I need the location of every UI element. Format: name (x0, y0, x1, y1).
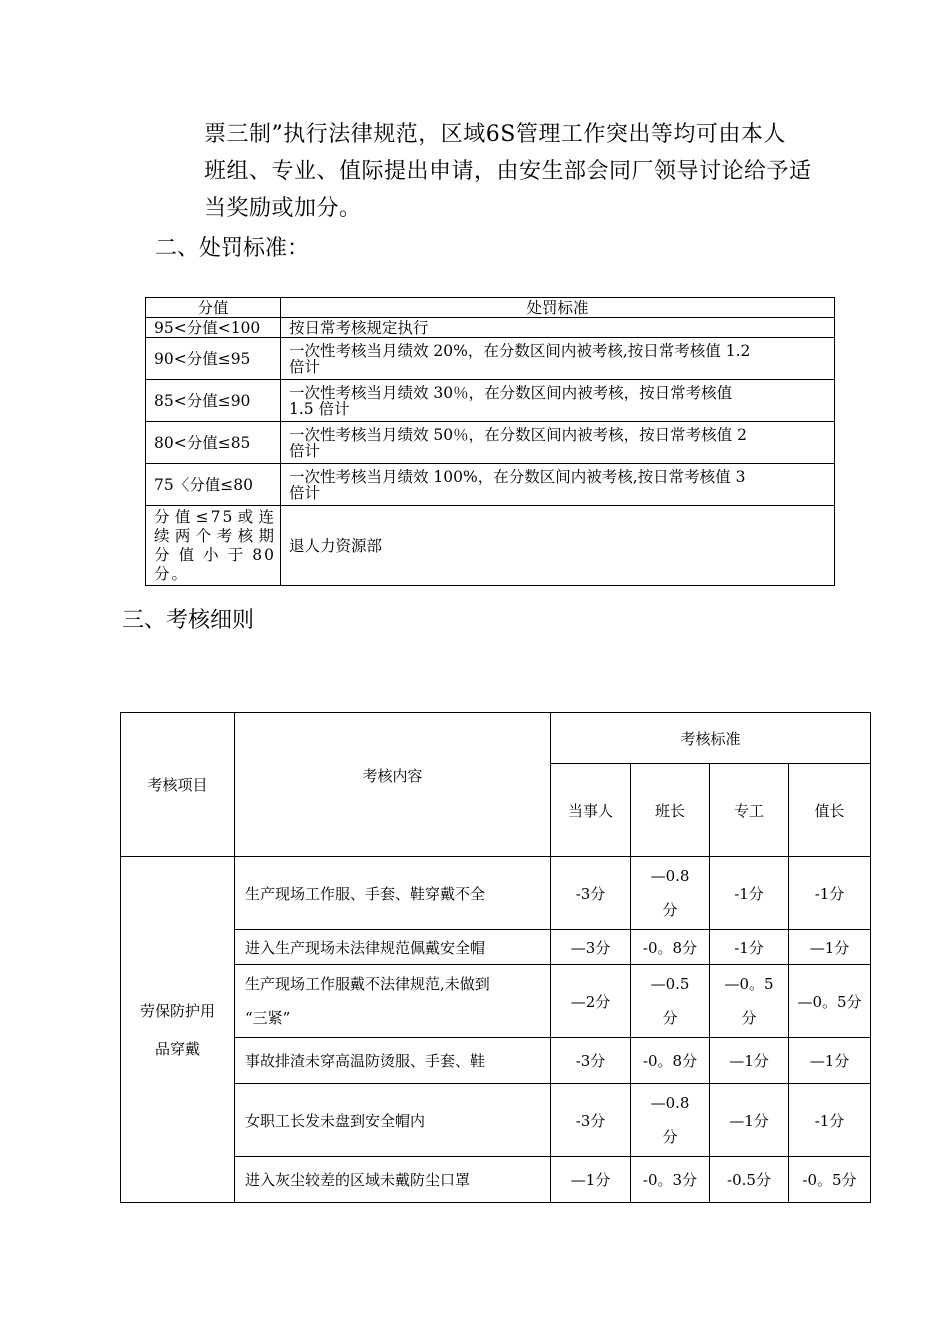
content-cell: 生产现场工作服、手套、鞋穿戴不全 (235, 857, 551, 930)
score-cell: 90<分值≤95 (146, 338, 281, 380)
value-cell: -1分 (789, 1084, 871, 1157)
value-cell (710, 965, 789, 1038)
standard-line: 倍计 (289, 441, 321, 460)
standard-cell: 退人力资源部 (281, 506, 835, 586)
value-line: —0.5 (650, 975, 690, 993)
standard-line: 一次性考核当月绩效 20%，在分数区间内被考核,按日常考核值 1.2 (289, 341, 751, 360)
value-cell: -0。5分 (789, 1157, 871, 1203)
standard-line: 一次性考核当月绩效 30％，在分数区间内被考核，按日常考核值 (289, 383, 733, 402)
table-row (121, 857, 871, 930)
intro-paragraph (204, 116, 844, 227)
value-cell: -3分 (551, 857, 631, 930)
role-header: 当事人 (551, 764, 631, 857)
standard-line: 一次性考核当月绩效 50％，在分数区间内被考核，按日常考核值 2 (289, 425, 747, 444)
category-line: 品穿戴 (154, 1039, 200, 1058)
content-cell: 进入生产现场未法律规范佩戴安全帽 (235, 930, 551, 965)
section3-title: 三、考核细则 (122, 608, 255, 633)
value-cell: —1分 (551, 1157, 631, 1203)
value-cell: —1分 (710, 1084, 789, 1157)
value-line: 分 (662, 1009, 678, 1027)
score-cell: 分值≤75或连续两个考核期分值小于80分。 (146, 506, 281, 586)
header-content: 考核内容 (235, 713, 551, 857)
section2-title: 二、处罚标准： (155, 236, 310, 261)
content-cell: 女职工长发未盘到安全帽内 (235, 1084, 551, 1157)
standard-cell (281, 338, 835, 380)
value-cell: —1分 (789, 1038, 871, 1084)
category-line: 劳保防护用 (139, 1001, 215, 1020)
content-cell (235, 965, 551, 1038)
content-line: 生产现场工作服戴不法律规范,未做到 (245, 975, 490, 993)
value-cell: —3分 (551, 930, 631, 965)
table-row (146, 318, 835, 338)
table-row (146, 464, 835, 506)
content-cell: 事故排渣未穿高温防烫服、手套、鞋 (235, 1038, 551, 1084)
value-line: 分 (662, 901, 678, 919)
score-cell: 95<分值<100 (146, 318, 281, 338)
table-row (146, 338, 835, 380)
value-cell: -0。8分 (631, 1038, 710, 1084)
score-cell: 85<分值≤90 (146, 380, 281, 422)
header-score: 分值 (146, 298, 281, 318)
standard-line: 倍计 (289, 357, 321, 376)
standard-line: 一次性考核当月绩效 100%，在分数区间内被考核,按日常考核值 3 (289, 467, 746, 486)
value-cell: -0。8分 (631, 930, 710, 965)
value-cell: -3分 (551, 1038, 631, 1084)
value-cell: -1分 (710, 857, 789, 930)
value-cell: —2分 (551, 965, 631, 1038)
table-header-row (121, 713, 871, 764)
value-line: 分 (741, 1009, 757, 1027)
standard-line: 倍计 (289, 483, 321, 502)
value-cell: -1分 (710, 930, 789, 965)
standard-line: 1.5 倍计 (289, 399, 350, 418)
table-header-row (146, 298, 835, 318)
role-header: 班长 (631, 764, 710, 857)
detail-table (120, 712, 871, 1203)
value-cell: -0.5分 (710, 1157, 789, 1203)
table-row (146, 380, 835, 422)
standard-cell: 按日常考核规定执行 (281, 318, 835, 338)
value-cell (631, 965, 710, 1038)
table-row (146, 422, 835, 464)
category-cell (121, 857, 235, 1203)
header-item: 考核项目 (121, 713, 235, 857)
header-standard: 考核标准 (551, 713, 871, 764)
intro-line: 当奖励或加分。 (204, 196, 362, 221)
value-line: —0。5 (724, 975, 774, 993)
value-cell: -1分 (789, 857, 871, 930)
standard-cell (281, 464, 835, 506)
value-line: 分 (662, 1128, 678, 1146)
standard-cell (281, 380, 835, 422)
value-line: —0.8 (650, 867, 690, 885)
value-cell (631, 857, 710, 930)
role-header: 专工 (710, 764, 789, 857)
value-cell: -3分 (551, 1084, 631, 1157)
score-cell: 75〈分值≤80 (146, 464, 281, 506)
table-row (146, 506, 835, 586)
role-header: 值长 (789, 764, 871, 857)
value-cell: —1分 (789, 930, 871, 965)
standard-cell (281, 422, 835, 464)
value-cell (631, 1084, 710, 1157)
header-standard: 处罚标准 (281, 298, 835, 318)
value-cell: —1分 (710, 1038, 789, 1084)
value-line: —0.8 (650, 1094, 690, 1112)
content-line: “三紧” (245, 1009, 291, 1027)
value-cell: -0。3分 (631, 1157, 710, 1203)
intro-line: 班组、专业、值际提出申请，由安生部会同厂领导讨论给予适 (204, 159, 812, 184)
penalty-table (145, 297, 835, 586)
score-cell: 80<分值≤85 (146, 422, 281, 464)
value-cell: —0。5分 (789, 965, 871, 1038)
intro-line: 票三制”执行法律规范，区域6S管理工作突出等均可由本人 (204, 122, 786, 147)
content-cell: 进入灰尘较差的区域未戴防尘口罩 (235, 1157, 551, 1203)
